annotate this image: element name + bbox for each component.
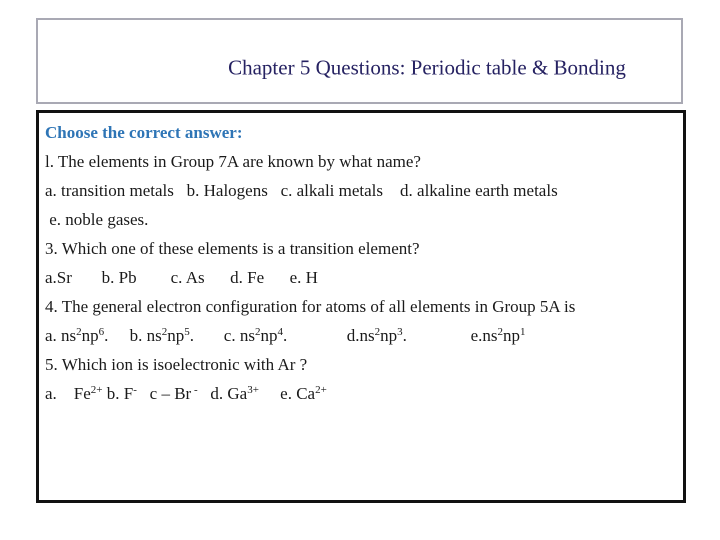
q4-option-c: c. $ns^2np^4$. [223,326,288,345]
question-1-options: a. transition metals b. Halogens c. alkali metals d. alkaline earth metals [45,181,558,200]
q4-option-d: $d.ns^2np^3$. [346,326,407,345]
question-4-options [45,321,683,350]
question-5-options: a. $Fe^{2+}$ b. F- c – Br - d. $Ga^{3+}$ e. $Ca^{2+}$ [45,384,327,403]
question-1: l. The elements in Group 7A are known by what name? [45,152,421,171]
q4-option-b: b. $ns^2np^5$. [129,326,195,345]
q5-option-e: e. $Ca^{2+}$ [280,384,327,403]
slide-title: Chapter 5 Questions: Periodic table & Bonding [228,55,626,80]
question-5: 5. Which ion is isoelectronic with Ar ? [45,355,308,374]
question-3: 3. Which one of these elements is a transition element? [45,239,420,258]
q4-option-e: $e.ns^2np^1$ [470,326,526,345]
q5-option-c: c – Br - [149,384,198,403]
question-4: 4. The general electron configuration for atoms of all elements in Group 5A is [45,297,576,316]
questions-box [36,110,686,503]
instructions-heading: Choose the correct answer: [45,123,243,142]
question-3-options: a.Sr b. Pb c. As d. Fe e. H [45,268,318,287]
title-box [36,18,683,104]
q5-option-b: b. F- [106,384,137,403]
question-1-options-cont: e. noble gases. [45,210,149,229]
q5-option-a: $Fe^{2+}$ [73,384,103,403]
q4-option-a: a. $ns^2np^6$. [45,326,109,345]
q5-option-d: d. $Ga^{3+}$ [210,384,259,403]
